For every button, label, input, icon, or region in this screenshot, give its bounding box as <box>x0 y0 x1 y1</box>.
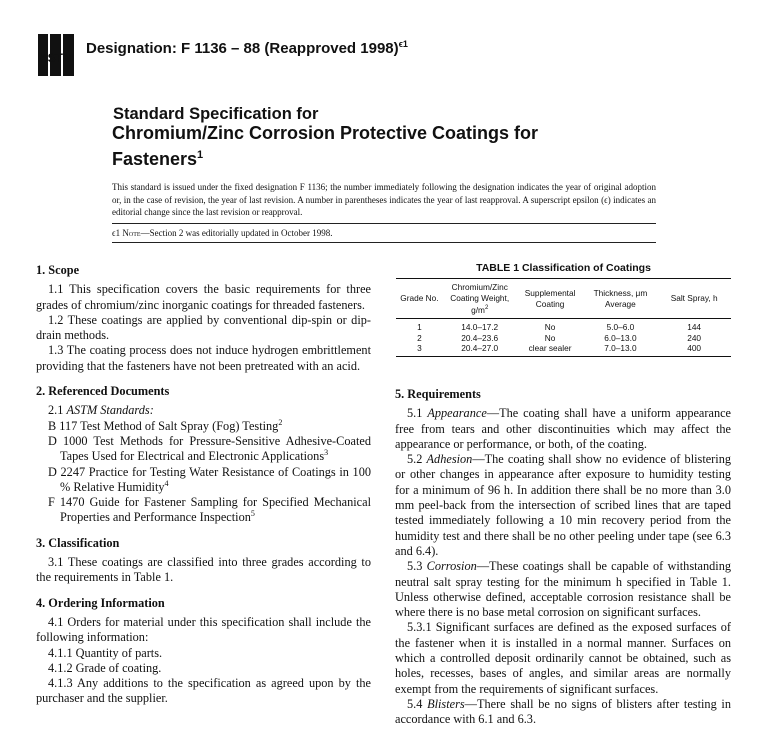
table-header-row <box>396 279 731 319</box>
title-line-1: Chromium/Zinc Corrosion Protective Coatings for <box>112 123 539 143</box>
column-header: Chromium/Zinc Coating Weight, $g/m^2$ <box>450 282 510 315</box>
paragraph: 1.1 This specification covers the basic requirements for three grades of chromium/zinc inorganic coatings for threaded fasteners. <box>36 282 371 312</box>
column-header: Thickness, μm Average <box>593 288 648 309</box>
subsection-label: 2.1 ASTM Standards: <box>48 403 154 418</box>
requirement-blisters: 5.4 Blisters—There shall be no signs of blisters after testing in accordance with 6.1 and 6.3. <box>395 696 731 727</box>
table-cell: 2 <box>417 332 422 343</box>
title-footnote-mark: 1 <box>197 149 204 161</box>
document-title <box>112 122 672 170</box>
table-cell: No <box>544 332 556 343</box>
title-prefix: Standard Specification for <box>113 105 319 123</box>
table-row <box>396 333 731 344</box>
logo-text: ASTM <box>39 51 73 65</box>
section-classification <box>36 536 371 586</box>
designation: Designation: F 1136 – 88 (Reapproved 1998)$^{\epsilon 1}$ <box>86 39 408 57</box>
paragraph: 3.1 These coatings are classified into three grades according to the requirements in Table 1. <box>36 555 371 585</box>
reference-f1470: F 1470 Guide for Fastener Sampling for Specified Mechanical Properties and Performance Inspection$^5$ <box>48 495 371 525</box>
section-heading: 2. Referenced Documents <box>36 384 170 399</box>
list-item: 4.1.3 Any additions to the specification as agreed upon by the purchaser and the supplier. <box>36 676 371 706</box>
table-cell: 5.0–6.0 <box>606 322 635 333</box>
title-line-2: Fasteners$^1$ <box>112 149 204 169</box>
table-cell: 6.0–13.0 <box>604 332 637 343</box>
table-caption: TABLE 1 Classification of Coatings <box>476 262 651 274</box>
column-header: Grade No. <box>400 293 439 304</box>
standard-notice: This standard is issued under the fixed designation F 1136; the number immediately following the designation indicates the year of original adoption or, in the case of revision, the year of last revision. A number in parentheses indicates the year of last reapproval. A superscript epsilon (ϵ) indicates an editorial change since the last revision or reapproval. <box>112 182 656 217</box>
reference-d2247: D 2247 Practice for Testing Water Resistance of Coatings in 100 % Relative Humidity$^4$ <box>48 464 371 494</box>
right-column <box>395 387 731 728</box>
list-item: 4.1.1 Quantity of parts. <box>48 645 163 660</box>
table-classification-of-coatings <box>396 262 731 357</box>
reference-d1000: D 1000 Test Methods for Pressure-Sensitive Adhesive-Coated Tapes Used for Electrical and Electronic Applications$^3$ <box>48 433 371 464</box>
table-row <box>396 319 731 333</box>
table-cell: 14.0–17.2 <box>461 322 499 333</box>
table-cell: 144 <box>687 322 702 333</box>
table-cell: 7.0–13.0 <box>604 343 637 354</box>
astm-logo-icon <box>34 32 78 78</box>
section-heading: 5. Requirements <box>395 387 481 401</box>
table-cell: 400 <box>687 343 702 354</box>
divider <box>112 223 656 224</box>
paragraph: 4.1 Orders for material under this specification shall include the following information: <box>36 614 371 645</box>
requirement-appearance: 5.1 Appearance—The coating shall have a uniform appearance free from tears and other discontinuities which may affect the appearance or performance, or both, of the coating. <box>395 406 732 451</box>
column-header: Supplemental Coating <box>524 288 576 309</box>
section-referenced-documents <box>36 384 371 526</box>
table-row <box>396 343 731 356</box>
paragraph: 1.2 These coatings are applied by conventional dip-spin or dip-drain methods. <box>36 312 371 343</box>
table-cell: clear sealer <box>528 343 572 354</box>
section-ordering <box>36 596 371 707</box>
table-cell: 240 <box>687 332 702 343</box>
divider <box>112 242 656 243</box>
requirement-significant-surfaces: 5.3.1 Significant surfaces are defined as the exposed surfaces of the fastener when it is installed in a normal manner. Surfaces on which a controlled deposit ordinarily cannot be obtained, such as holes, recesses, bases of angles, and similar areas are normally exempt from the requirements of significant surfaces. <box>395 620 731 696</box>
section-heading: 1. Scope <box>36 263 80 277</box>
section-heading: 4. Ordering Information <box>36 595 165 610</box>
paragraph: 1.3 The coating process does not induce hydrogen embrittlement providing that the fasteners have not been pretreated with an acid. <box>36 343 371 373</box>
requirement-adhesion: 5.2 Adhesion—The coating shall show no evidence of blistering or other changes in appearance after exposure to humidity testing for a minimum of 96 h. In addition there shall be no more than 3.0 mm peel-back from the intersection of scribed lines that are taped tested immediately following a 10 min recovery period from the humidity test and there shall be no other peeling under tape (see 6.3 and 6.4). <box>395 452 731 558</box>
left-column <box>36 263 371 717</box>
requirement-corrosion: 5.3 Corrosion—These coatings shall be capable of withstanding neutral salt spray testing for the minimum h specified in Table 1. Unless otherwise defined, acceptable corrosion resistance shall be where there is no base metal corrosion on significant surfaces. <box>395 559 731 620</box>
section-heading: 3. Classification <box>36 535 120 550</box>
column-header: Salt Spray, h <box>670 293 718 304</box>
section-scope <box>36 263 371 374</box>
table-cell: 20.4–27.0 <box>461 343 499 354</box>
editorial-note: ϵ1 Note—Section 2 was editorially updated in October 1998. <box>112 228 333 238</box>
reference-b117: B 117 Test Method of Salt Spray (Fog) Testing$^2$ <box>48 417 283 433</box>
table-cell: No <box>544 322 556 333</box>
list-item: 4.1.2 Grade of coating. <box>48 660 162 675</box>
data-table <box>396 278 731 357</box>
table-cell: 1 <box>417 322 422 333</box>
table-cell: 3 <box>417 343 422 354</box>
table-cell: 20.4–23.6 <box>461 332 499 343</box>
designation-superscript: ϵ1 <box>398 39 408 49</box>
